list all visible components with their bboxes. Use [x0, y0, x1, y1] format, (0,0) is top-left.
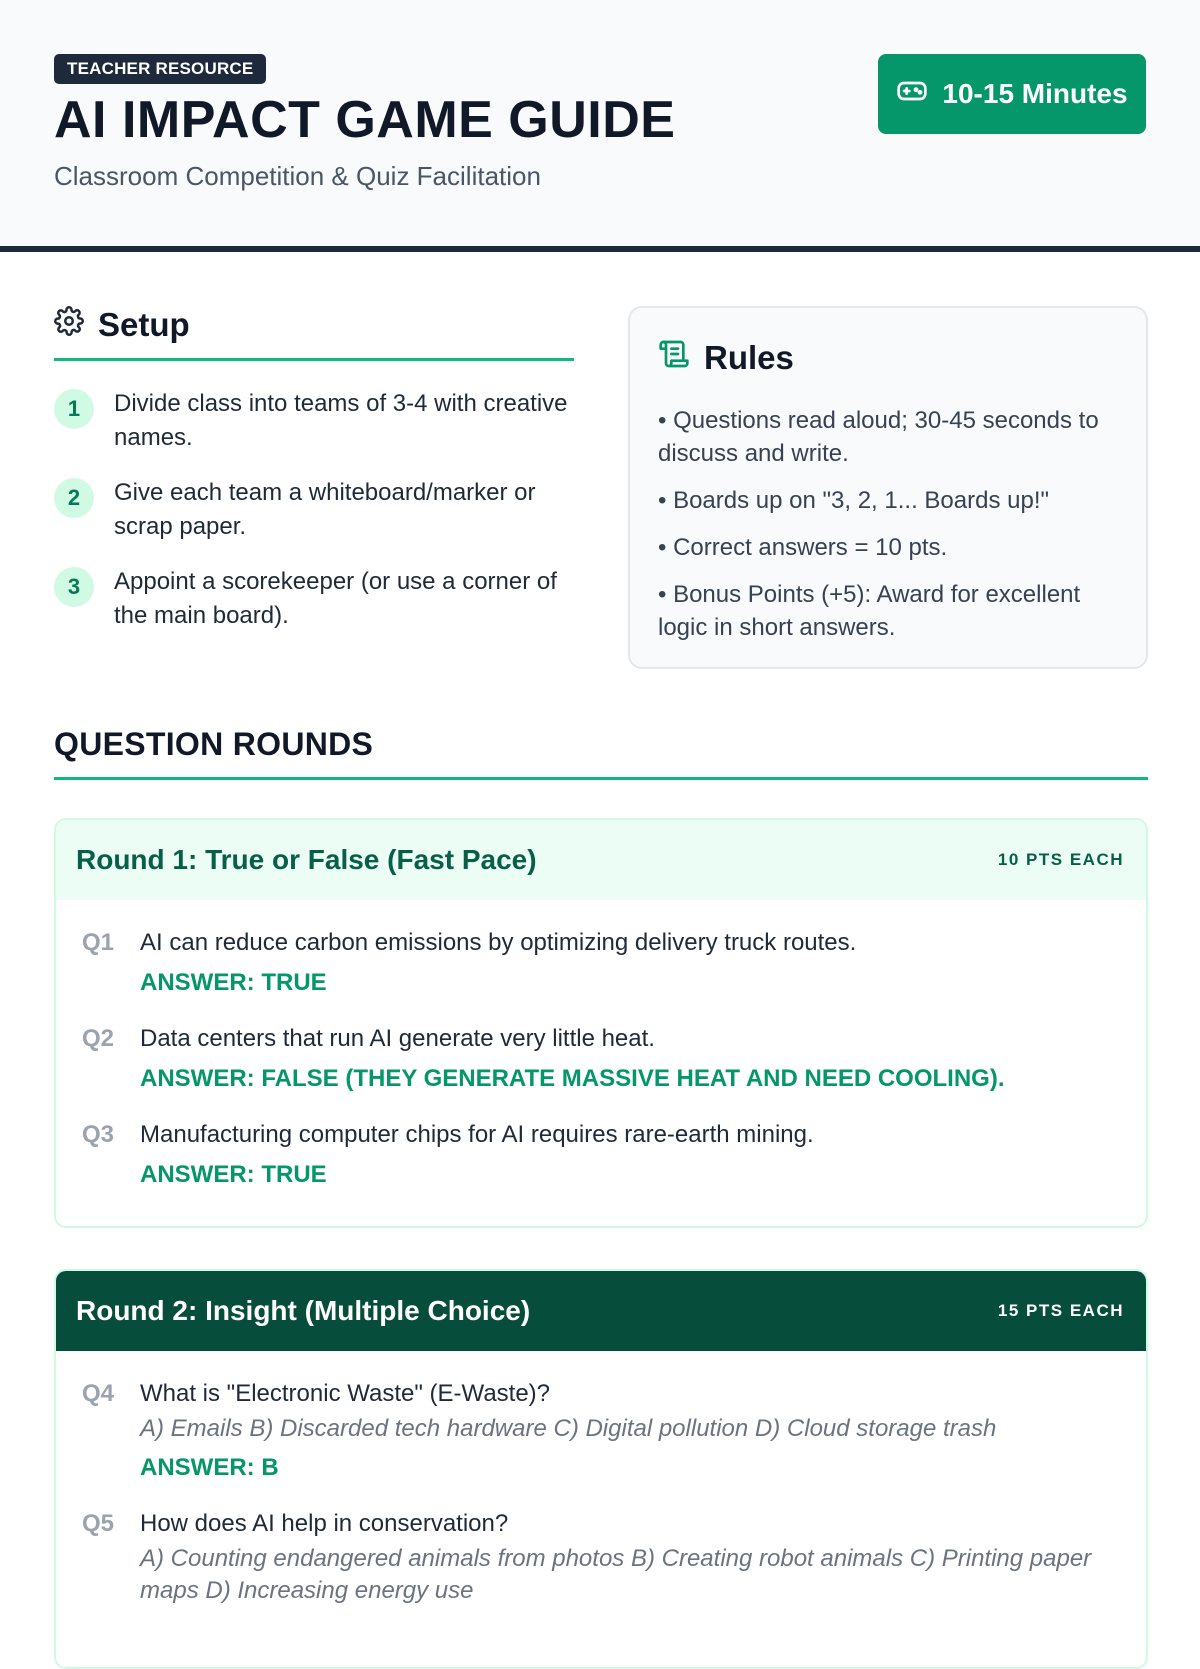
round-title: Round 1: True or False (Fast Pace): [76, 844, 537, 875]
question-rounds-divider: [54, 777, 1148, 780]
rule-item: • Boards up on "3, 2, 1... Boards up!": [658, 487, 1050, 514]
question-number: Q2: [82, 1025, 115, 1052]
rules-card: [628, 306, 1148, 669]
gear-icon: [54, 306, 84, 344]
question-text: AI can reduce carbon emissions by optimizing delivery truck routes.: [140, 929, 857, 956]
duration-label: 10-15 Minutes: [942, 78, 1128, 109]
setup-divider: [54, 358, 574, 361]
step-number: 3: [54, 567, 94, 607]
setup-step: [54, 565, 574, 633]
page-title: AI IMPACT GAME GUIDE: [54, 91, 676, 149]
rule-item: • Questions read aloud; 30-45 seconds to discuss and write.: [658, 407, 1099, 467]
question-answer: ANSWER: TRUE: [140, 1161, 327, 1188]
question-answer: ANSWER: FALSE (THEY GENERATE MASSIVE HEAT AND NEED COOLING).: [140, 1065, 1005, 1092]
rule-item: • Bonus Points (+5): Award for excellent logic in short answers.: [658, 581, 1081, 641]
question-number: Q1: [82, 929, 115, 956]
round-1-card: [54, 818, 1148, 1228]
question-number: Q4: [82, 1380, 115, 1407]
rules-list: [658, 404, 1118, 644]
rules-title: Rules: [704, 339, 794, 376]
step-text: Appoint a scorekeeper (or use a corner of the main board).: [114, 568, 557, 629]
rule-item: • Correct answers = 10 pts.: [658, 534, 948, 561]
question-options: A) Counting endangered animals from photos B) Creating robot animals C) Printing paper maps D) Increasing energy use: [140, 1545, 1092, 1604]
round-title: Round 2: Insight (Multiple Choice): [76, 1295, 531, 1326]
question-rounds-title: QUESTION ROUNDS: [54, 726, 374, 762]
setup-step: [54, 476, 574, 544]
question-text: Manufacturing computer chips for AI requires rare-earth mining.: [140, 1121, 814, 1148]
setup-section: [54, 306, 574, 654]
scroll-icon: [658, 338, 690, 378]
page-subtitle: Classroom Competition & Quiz Facilitation: [54, 161, 541, 192]
setup-title: Setup: [98, 306, 190, 343]
gamepad-icon: [896, 75, 928, 114]
question-number: Q5: [82, 1510, 115, 1537]
setup-step: [54, 387, 574, 455]
rules-heading: [658, 338, 1118, 378]
page-header: [0, 0, 1200, 252]
round-points: 15 PTS EACH: [997, 1301, 1124, 1320]
round-2-header: [56, 1271, 1146, 1351]
round-1-header: [56, 820, 1146, 900]
resource-badge: TEACHER RESOURCE: [54, 54, 266, 84]
question-item: [82, 926, 1120, 1000]
question-text: How does AI help in conservation?: [140, 1510, 509, 1537]
question-item: [82, 1507, 1120, 1607]
round-2-questions: [56, 1351, 1146, 1607]
step-text: Give each team a whiteboard/marker or scrap paper.: [114, 479, 536, 540]
question-text: What is "Electronic Waste" (E-Waste)?: [140, 1380, 551, 1407]
round-points: 10 PTS EACH: [997, 850, 1124, 869]
question-item: [82, 1118, 1120, 1192]
question-item: [82, 1022, 1120, 1096]
step-text: Divide class into teams of 3-4 with creative names.: [114, 390, 568, 451]
question-number: Q3: [82, 1121, 115, 1148]
step-number: 2: [54, 478, 94, 518]
round-2-card: [54, 1269, 1148, 1669]
duration-pill: [878, 54, 1146, 134]
question-options: A) Emails B) Discarded tech hardware C) Digital pollution D) Cloud storage trash: [140, 1415, 997, 1442]
step-number: 1: [54, 389, 94, 429]
setup-heading: [54, 306, 574, 344]
setup-steps: [54, 387, 574, 633]
question-answer: ANSWER: B: [140, 1454, 279, 1481]
question-text: Data centers that run AI generate very little heat.: [140, 1025, 655, 1052]
question-rounds-heading: [54, 726, 1148, 780]
question-answer: ANSWER: TRUE: [140, 969, 327, 996]
round-1-questions: [56, 900, 1146, 1192]
question-item: [82, 1377, 1120, 1485]
